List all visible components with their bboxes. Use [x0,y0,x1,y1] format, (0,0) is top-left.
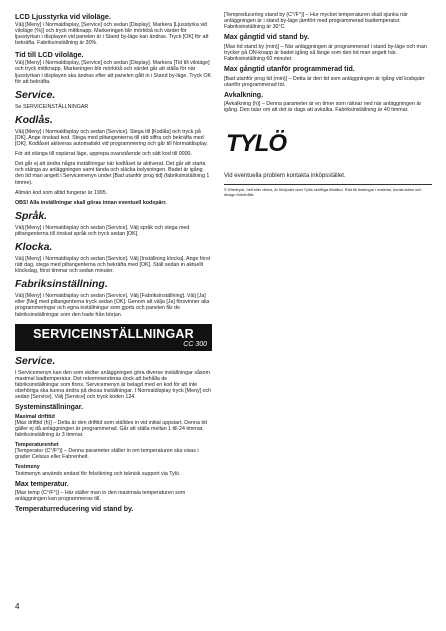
clock-text: Välj [Meny] i Normaldisplay och sedan [Service]. Välj [Inställning klocka]. Ange först rätt dag, stega med piltangenterna och bekräfta med [OK]. Ställ sedan in aktuellt klockslag, först timmar och sedan minuter. [15,255,211,275]
page-number: 4 [15,602,20,611]
lcd-sleep-text: Välj [Meny] i Normaldisplay, [Service] och sedan [Display]. Markera [Tid till viloläge] och tryck mittknapp. Markeringen blir mörktöå och värdet går att ställa för när ljusstyrkan i displayen ska ändras efter att panelen gått in i Stand by-läge. Tryck OK för att bekräfta. [15,60,212,85]
lcd-sleep-heading: Tid till LCD viloläge. [15,50,84,60]
temp-reduction-heading: Temperaturreducering vid stand by. [15,506,134,514]
service-heading: Service. [15,88,56,101]
code-lock-text-1: Välj [Meny] i Normaldisplay och sedan [Service]. Stega till [Kodlås] och tryck på [OK]. Ange önskad kod. Stega med piltangenterna till rätt siffra och bekräfta med [OK]. Kodlåset aktiveras automatiskt vid programmering och går till Normaldisplay. [15,128,208,148]
factory-reset-heading: Fabriksinställning. [15,278,108,291]
divider [224,184,432,185]
max-standby-heading: Max gångtid vid stand by. [224,34,310,42]
right-column [224,12,432,198]
banner-title: SERVICEINSTÄLLNINGAR [33,326,194,341]
temp-unit-text: [Temperatur (C°/F°)] – Denna parameter ställer in om temperaturen ska visas i grader Celsius eller Fahrenheit. [15,448,199,461]
code-lock-text-3: Det går ej att ändra några inställningar när kodlåset är aktiverat. Det går att starta och stänga av anläggningen samt tända och släcka belysningen. Badet är igång den tid man angett i Servicemenyn under [Bad utanför prog tid] (fabriksinställning 1 timme). [15,161,210,186]
legal-text: © Eftertryck, helt eller delvis, är förbjudet utan Tylös skriftliga tillstånd. Rätt till ändringar i material, konstruktion och design förbehålls. [224,187,422,198]
test-menu-heading: Testmeny [15,464,40,471]
language-text: Välj [Meny] i Normaldisplay och sedan [Service]. Välj språk och stega med piltangenterna till önskat språk och tryck sedan [OK]. [15,224,190,237]
lcd-brightness-heading: LCD Ljusstyrka vid viloläge. [15,12,111,21]
code-lock-text-4: Allmän kod som alltid fungerar är 1995. [15,189,108,196]
temp-standby-text: [Tempreducering stand by (C°/F°)] – Hur mycket temperaturen skall sjunka när anläggningen är i stand by-läge jämfört med programmerad badtemperatur. Fabriksinställning är 30°C. [224,12,408,31]
descaling-text: [Avkalkning (h)] – Denna parameter är en timer som räknar ned när anläggningen är igång. Den talar om att det är dags att avkalka. Fabriksinställning är 40 timmar. [224,101,422,114]
service-text: Se SERVICEINSTÄLLNINGAR [15,103,89,110]
temp-unit-heading: Temperaturenhet [15,442,59,449]
service-settings-text: I Servicemenyn kan den som sköter anläggningen göra diverse inställningar såsom maximal badtemperatur. Det rekommenderas dock att behålla de fabriksinställningar som finns. Servicemenyn är belagd med en kod för att inte obehöriga ska kunna ändra på dessa inställningar. I Normaldisplay tryck [Meny] och sedan [Service]. Välj [Service] och tryck koden 124. [15,369,212,400]
left-column [15,12,212,516]
clock-heading: Klocka. [15,240,53,253]
code-lock-heading: Kodlås. [15,113,53,126]
max-outside-heading: Max gångtid utanför programmerad tid. [224,66,355,74]
section-banner [15,324,212,351]
test-menu-text: Testmenyn används endast för felsökning och teknisk support via Tylö. [15,470,181,477]
factory-reset-text: Välj [Meny] i Normaldisplay och sedan [Service]. Välj [Fabriksinställning]. Välj [Ja] eller [Nej] med piltangenterna tryck sedan [OK]. Genom att välja [Ja] försvinner alla programmeringar och egna inställningar som gjorts och panelen får de fabriksinställningar som den hade från början. [15,293,210,318]
service-settings-heading: Service. [15,354,56,367]
max-runtime-heading: Maximal drifttid [15,413,55,420]
contact-text: Vid eventuella problem kontakta inköpsstället. [224,173,346,180]
max-standby-text: [Max tid stand by (min)] – När anläggningen är programmerad i stand by-läge och man trycker på ON-knapp är badet igång så länge som den tid man angett här. Fabriksinställning 60 minuter. [224,43,427,62]
max-temp-heading: Max temperatur. [15,480,69,488]
system-settings-heading: Systeminställningar. [15,404,84,412]
logo-text: TYLÖ [226,130,286,158]
code-lock-text-2: För att stänga till ospärrat läge, upprepa ovanstående och sätt kod till 0000. [15,151,192,158]
code-lock-note: OBS! Alla inställningar skall göras innan eventuell kodspärr. [15,199,167,206]
descaling-heading: Avkalkning. [224,91,264,99]
max-runtime-text: [Max drifttid (h)] – Delta är den drifttid som ställdes in vid initial uppstart. Denna tid gäller ej då anläggningen är programmerad. Går att ställa mellan 1 till 24 timmar, fabriksinställning är 3 timmar. [15,419,207,438]
lcd-brightness-text: Välj [Meny] i Normaldisplay, [Service] och sedan [Display]. Markera [Ljusstyrka vid viloläge (%)] och tryck mittknapp. Markeringen blir mörktöå och värdet för ljusstyrkan i displayen vid panelen är i Stand by-läge kan ändras. Tryck [OK] för att bekräfta. Fabriksinställning är 30%. [15,22,209,47]
max-outside-text: [Bad utanför prog tid (min)] – Detta är den tid som anläggningen är igång vid kodspärr utanför programmerad tid. [224,75,425,88]
max-temp-text: [Max temp (C°/F°)] – Här ställer man in den maximala temperaturen som anläggningen kan programmeras till. [15,490,186,503]
language-heading: Språk. [15,209,48,222]
banner-model: CC 300 [183,340,207,348]
tylo-logo [226,131,432,157]
